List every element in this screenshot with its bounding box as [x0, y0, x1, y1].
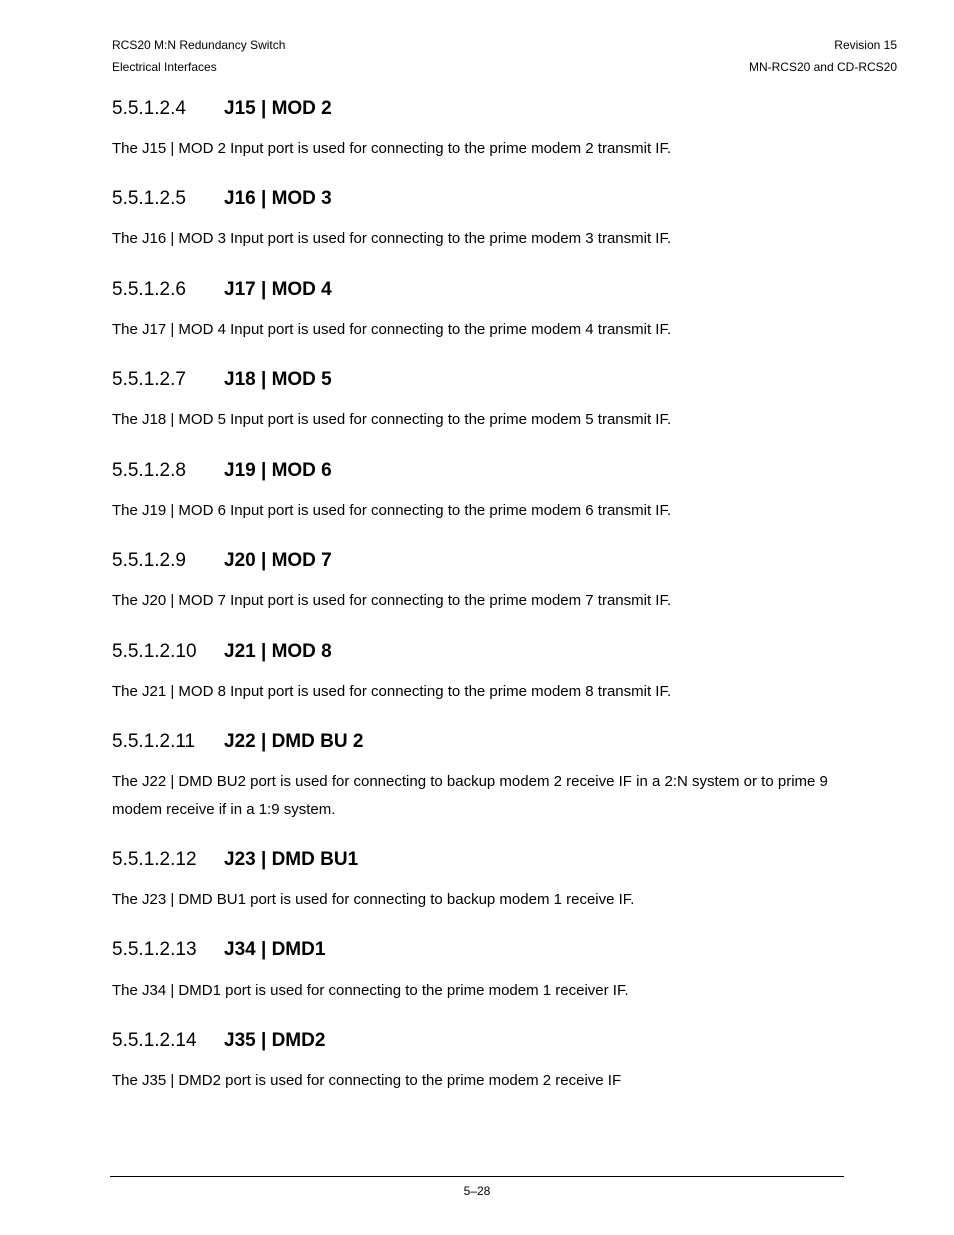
section-number: 5.5.1.2.5	[112, 188, 186, 209]
section-title: J22 | DMD BU 2	[224, 731, 364, 752]
section-title: J20 | MOD 7	[224, 550, 332, 571]
page-number: 5–28	[463, 1184, 491, 1198]
section-number: 5.5.1.2.8	[112, 460, 186, 481]
section-title: J17 | MOD 4	[224, 279, 332, 300]
section-paragraph: The J35 | DMD2 port is used for connecting to the prime modem 2 receive IF	[112, 1072, 622, 1089]
section-number: 5.5.1.2.6	[112, 279, 186, 300]
section-number: 5.5.1.2.13	[112, 939, 197, 960]
section-number: 5.5.1.2.14	[112, 1030, 197, 1051]
section-number: 5.5.1.2.9	[112, 550, 186, 571]
section-number: 5.5.1.2.4	[112, 98, 186, 119]
header-product-name: RCS20 M:N Redundancy Switch	[112, 38, 286, 52]
section-number: 5.5.1.2.7	[112, 369, 186, 390]
header-document-id: MN-RCS20 and CD-RCS20	[748, 60, 897, 74]
section-paragraph: The J19 | MOD 6 Input port is used for connecting to the prime modem 6 transmit IF.	[112, 502, 672, 519]
section-paragraph: The J17 | MOD 4 Input port is used for connecting to the prime modem 4 transmit IF.	[112, 321, 672, 338]
section-paragraph: The J18 | MOD 5 Input port is used for connecting to the prime modem 5 transmit IF.	[112, 411, 672, 428]
section-number: 5.5.1.2.12	[112, 849, 197, 870]
section-title: J15 | MOD 2	[224, 98, 332, 119]
section-title: J16 | MOD 3	[224, 188, 332, 209]
section-paragraph: The J34 | DMD1 port is used for connecting to the prime modem 1 receiver IF.	[112, 982, 629, 999]
section-paragraph: The J23 | DMD BU1 port is used for connecting to backup modem 1 receive IF.	[112, 891, 635, 908]
section-paragraph: The J16 | MOD 3 Input port is used for connecting to the prime modem 3 transmit IF.	[112, 230, 672, 247]
section-title: J18 | MOD 5	[224, 369, 332, 390]
section-title: J34 | DMD1	[224, 939, 326, 960]
header-revision: Revision 15	[834, 38, 897, 52]
section-number: 5.5.1.2.10	[112, 641, 197, 662]
section-number: 5.5.1.2.11	[112, 731, 196, 752]
section-title: J19 | MOD 6	[224, 460, 332, 481]
section-paragraph: The J20 | MOD 7 Input port is used for connecting to the prime modem 7 transmit IF.	[112, 592, 672, 609]
section-paragraph: The J21 | MOD 8 Input port is used for connecting to the prime modem 8 transmit IF.	[112, 683, 672, 700]
section-title: J21 | MOD 8	[224, 641, 332, 662]
section-title: J35 | DMD2	[224, 1030, 326, 1051]
footer-divider	[110, 1176, 844, 1177]
section-paragraph: The J22 | DMD BU2 port is used for connecting to backup modem 2 receive IF in a 2:N system or to prime 9 modem receive if in a 1:9 system.	[112, 773, 828, 818]
section-paragraph: The J15 | MOD 2 Input port is used for connecting to the prime modem 2 transmit IF.	[112, 140, 672, 157]
header-chapter-name: Electrical Interfaces	[112, 60, 217, 74]
section-title: J23 | DMD BU1	[224, 849, 359, 870]
